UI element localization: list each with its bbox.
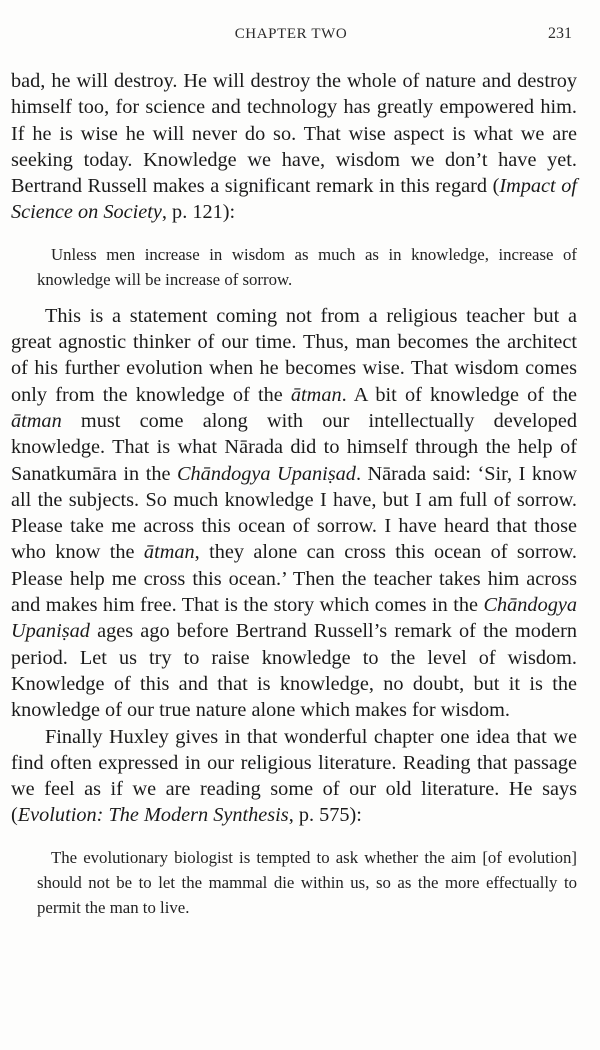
citation-title-upanisad: Chāndogya Upaniṣad [11, 594, 577, 643]
paragraph-2-text-a: This is a statement coming not from a religious teacher but a great agnostic thinker of our time. Thus, man becomes the architect of his further evolution when he becomes wise. That wisdom comes only from the knowledge of the [11, 304, 577, 406]
block-quote-russell: Unless men increase in wisdom as much as in knowledge, increase of knowledge will be increase of sorrow. [37, 244, 577, 289]
running-head [0, 26, 600, 48]
paragraph-1-text-b: , p. 121): [161, 201, 236, 224]
chapter-title: CHAPTER TWO [234, 26, 348, 42]
paragraph-2 [11, 303, 577, 724]
paragraph-3-text-a: Finally Huxley gives in that wonderful chapter one idea that we find often expressed in our religious literature. Reading that passage we feel as if we are reading some of our old literature. He says ( [11, 725, 577, 827]
block-quote-huxley: The evolutionary biologist is tempted to ask whether the aim [of evolution] should not be to let the mammal die within us, so as the more effectually to permit the man to live. [37, 847, 577, 917]
term-atman: ātman [290, 383, 342, 406]
term-atman: ātman [11, 409, 62, 432]
paragraph-2-text-f: ages ago before Bertrand Russell’s remark of the modern period. Let us try to raise knowledge to the level of wisdom. Knowledge of this and that is knowledge, no doubt, but it is the knowledge of our true nature alone which makes for wisdom. [11, 620, 577, 722]
paragraph-2-text-e: , they alone can cross this ocean of sorrow. Please help me cross this ocean.’ Then the teacher takes him across and makes him free. That is the story which comes in the [11, 541, 577, 617]
citation-title-huxley: Evolution: The Modern Synthesis [17, 804, 289, 827]
paragraph-3 [11, 724, 577, 829]
body-text [11, 68, 577, 920]
citation-title-upanisad: Chāndogya Upaniṣad [177, 462, 356, 485]
paragraph-2-text-b: . A bit of knowledge of the [341, 383, 577, 406]
paragraph-1 [11, 68, 577, 226]
paragraph-2-text-d: . Nārada said: ‘Sir, I know all the subjects. So much knowledge I have, but I am full of sorrow. Please take me across this ocean of sorrow. I have heard that those who know the [11, 462, 577, 564]
term-atman: ātman [143, 541, 195, 564]
citation-title-russell: Impact of Science on Society [11, 175, 577, 224]
page-number: 231 [548, 25, 572, 42]
paragraph-1-text-a: bad, he will destroy. He will destroy the whole of nature and destroy himself too, for science and technology has greatly empowered him. If he is wise he will never do so. That wise aspect is what we are seeking today. Knowledge we have, wisdom we don’t have yet. Bertrand Russell makes a significant remark in this regard ( [11, 70, 577, 198]
paragraph-2-text-c: must come along with our intellectually developed knowledge. That is what Nārada did to himself through the help of Sanatkumāra in the [11, 409, 577, 485]
paragraph-3-text-b: , p. 575): [288, 804, 362, 827]
